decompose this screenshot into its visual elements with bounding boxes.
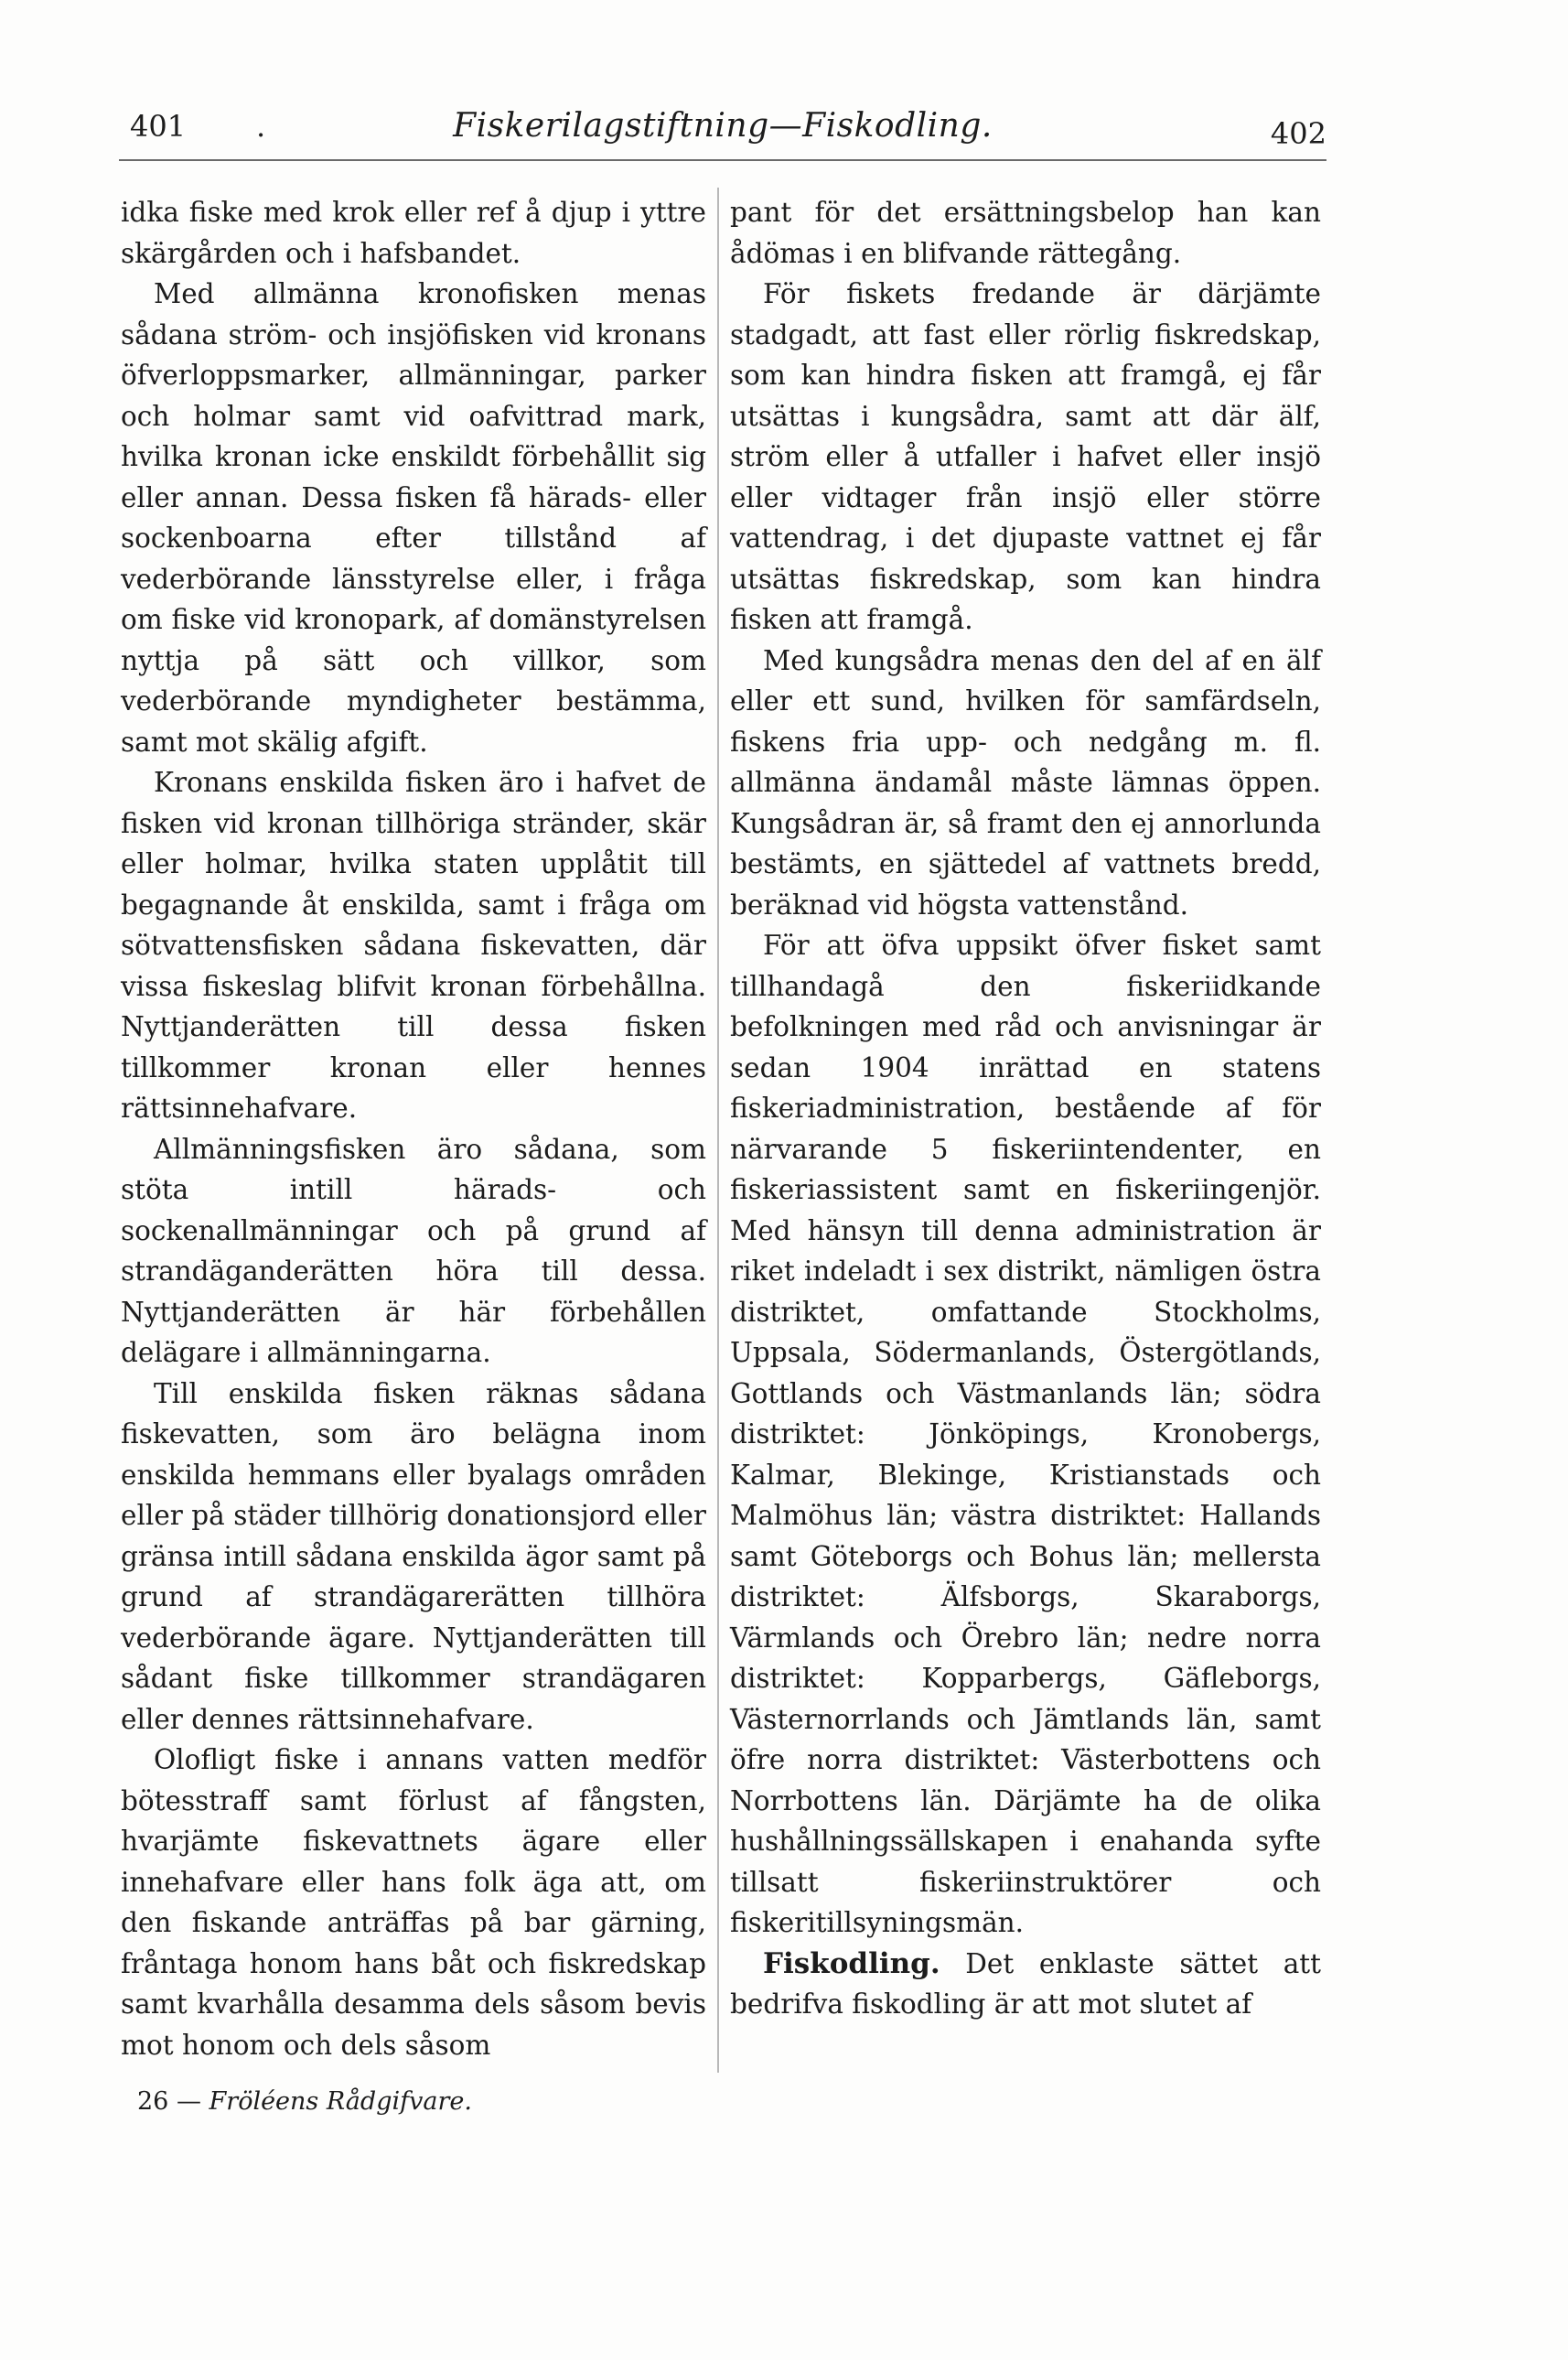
right-paragraph-3: Med kungsådra menas den del af en älf eller ett sund, hvilken för samfärdseln, fiskens fria upp- och nedgång m. fl. allmänna ändamål måste lämnas öppen. Kungsådran är, så framt den ej annorlunda bestämts, en sjättedel af vattnets bredd, beräknad vid högsta vattenstånd. [730,644,1321,921]
header-rule [119,159,1326,161]
signature-mark: 26 — [137,2087,201,2116]
right-paragraph-5 [730,1944,1321,2025]
column-divider [717,188,719,2073]
left-paragraph-6: Olofligt fiske i annans vatten medför bötesstraff samt förlust af fångsten, hvarjämte fiskevattnets ägare eller innehafvare eller hans folk äga att, om den fiskande anträffas på bar gärning, fråntaga honom hans båt och fiskredskap samt kvarhålla desamma dels såsom bevis mot honom och dels såsom [121,1744,706,2061]
right-paragraph-1: pant för det ersättningsbelop han kan ådömas i en blifvande rättegång. [730,197,1321,269]
left-paragraph-3: Kronans enskilda fisken äro i hafvet de fisken vid kronan tillhöriga stränder, skär eller holmar, hvilka staten upplåtit till begagnande åt enskilda, samt i fråga om sötvattensfisken sådana fiskevatten, där vissa fiskeslag blifvit kronan förbehållna. Nyttjanderätten till dessa fisken tillkommer kronan eller hennes rättsinnehafvare. [121,767,706,1124]
page-footer [137,2086,472,2118]
right-paragraph-4: För att öfva uppsikt öfver fisket samt tillhandagå den fiskeriidkande befolkningen med råd och anvisningar är sedan 1904 inrättad en statens fiskeriadministration, bestående af för närvarande 5 fiskeriintendenter, en fiskeriassistent samt en fiskeriingenjör. Med hänsyn till denna administration är riket indeladt i sex distrikt, nämligen östra distriktet, omfattande Stockholms, Uppsala, Södermanlands, Östergötlands, Gottlands och Västmanlands län; södra distriktet: Jönköpings, Kronobergs, Kalmar, Blekinge, Kristianstads och Malmöhus län; västra distriktet: Hallands samt Göteborgs och Bohus län; mellersta distriktet: Älfsborgs, Skaraborgs, Värmlands och Örebro län; nedre norra distriktet: Kopparbergs, Gäfleborgs, Västernorrlands och Jämtlands län, samt öfre norra distriktet: Västerbottens och Norrbottens län. Därjämte ha de olika hushållningssällskapen i enahanda syfte tillsatt fiskeriinstruktörer och fiskeritillsyningsmän. [730,930,1321,1938]
left-paragraph-1: idka fiske med krok eller ref å djup i yttre skärgården och i hafsbandet. [121,197,706,269]
left-paragraph-2: Med allmänna kronofisken menas sådana ström- och insjöfisken vid kronans öfverloppsmarker, allmänningar, parker och holmar samt vid oafvittrad mark, hvilka kronan icke enskildt förbehållit sig eller annan. Dessa fisken få härads- eller sockenboarna efter tillstånd af vederbörande länsstyrelse eller, i fråga om fiske vid kronopark, af domänstyrelsen nyttja på sätt och villkor, som vederbörande myndigheter bestämma, samt mot skälig afgift. [121,278,706,758]
source-title: Fröléens Rådgifvare. [209,2087,472,2116]
left-page-number: 401 [130,109,187,144]
header-dot: . [256,109,266,144]
left-paragraph-5: Till enskilda fisken räknas sådana fiskevatten, som äro belägna inom enskilda hemmans eller byalags områden eller på städer tillhörig donationsjord eller gränsa intill sådana enskilda ägor samt på grund af strandägarerätten tillhöra vederbörande ägare. Nyttjanderätten till sådant fiske tillkommer strandägaren eller dennes rättsinnehafvare. [121,1377,706,1735]
running-title: Fiskerilagstiftning—Fiskodling. [453,107,993,145]
section-text: Det enklaste sättet att bedrifva fiskodling är att mot slutet af [730,1947,1321,2020]
left-column [121,192,706,2065]
left-paragraph-4: Allmänningsfisken äro sådana, som stöta intill härads- och sockenallmänningar och på grund af strandäganderätten höra till dessa. Nyttjanderätten är här förbehållen delägare i allmänningarna. [121,1133,706,1368]
right-paragraph-2: För fiskets fredande är därjämte stadgadt, att fast eller rörlig fiskredskap, som kan hindra fisken att framgå, ej får utsättas i kungsådra, samt att där älf, ström eller å utfaller i hafvet eller insjö eller vidtager från insjö eller större vattendrag, i det djupaste vattnet ej får utsättas fiskredskap, som kan hindra fisken att framgå. [730,278,1321,635]
right-page-number: 402 [1270,116,1326,151]
running-header [119,108,1326,163]
right-column [730,192,1321,2025]
section-heading: Fiskodling. [763,1946,940,1980]
